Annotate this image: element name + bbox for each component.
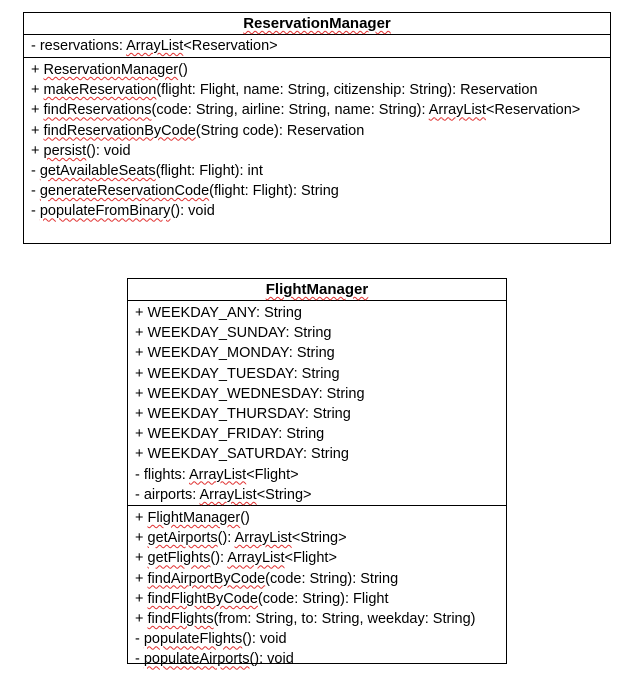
attribute-word: ArrayList [199,486,257,503]
method-suffix: (): void [249,651,294,668]
method-suffix: (from: String, to: String, weekday: String) [213,611,476,628]
method-line [31,161,610,181]
method-suffix2: <Reservation> [485,102,581,119]
method-line [31,141,610,161]
method-word: populateFlights [143,631,243,648]
attribute-line [135,485,506,505]
attribute-line [135,404,506,424]
method-word: generateReservationCode [39,183,210,200]
attribute-line [135,424,506,444]
method-line [135,649,506,669]
attribute-line [135,384,506,404]
method-line [31,80,610,100]
attributes-section [128,300,506,505]
attribute-suffix: <Flight> [246,466,299,483]
method-suffix2: <Flight> [284,550,337,567]
method-word: ReservationManager [43,62,179,78]
method-prefix: - [31,203,40,220]
method-prefix: - [31,183,40,200]
method-prefix: - [135,631,144,648]
attribute-line [135,444,506,464]
attribute-prefix: + WEEKDAY_ANY: String [135,305,302,321]
method-line [135,548,506,568]
method-word: populateAirports [143,651,250,668]
attribute-line [135,303,506,323]
attributes-section [24,34,610,57]
method-suffix: (): void [86,142,131,159]
attribute-prefix: + WEEKDAY_MONDAY: String [135,345,335,362]
methods-section [24,57,610,222]
method-suffix: (flight: Flight): String [209,183,339,200]
method-word: FlightManager [147,510,241,527]
attribute-prefix: + WEEKDAY_THURSDAY: String [135,406,351,423]
method-line [135,528,506,548]
method-suffix: (): [210,550,228,567]
method-prefix: + [31,122,44,139]
methods-section [128,505,506,670]
attribute-prefix: - flights: [135,466,189,483]
method-line [31,181,610,201]
method-suffix: (code: String): String [265,570,399,587]
attribute-word: ArrayList [189,466,247,483]
method-line [31,121,610,141]
attribute-prefix: + WEEKDAY_TUESDAY: String [135,365,340,382]
method-suffix: () [178,62,188,78]
method-prefix: + [31,142,44,159]
attribute-suffix: <String> [256,486,312,503]
method-prefix: + [31,62,44,78]
class-title [128,279,506,300]
attribute-line [135,323,506,343]
method-suffix: (): void [170,203,215,220]
class-name: ReservationManager [243,15,391,32]
method-word: findFlightByCode [147,590,258,607]
method-word: populateFromBinary [39,203,171,220]
method-line [135,609,506,629]
method-word2: ArrayList [234,530,292,547]
method-suffix2: <String> [291,530,347,547]
method-line [135,629,506,649]
class-name: FlightManager [265,281,369,298]
method-line [135,589,506,609]
method-line [135,569,506,589]
method-word: persist [43,142,87,159]
method-suffix: (flight: Flight, name: String, citizenship: String): Reservation [156,82,538,99]
method-word2: ArrayList [428,102,486,119]
method-word: findReservations [43,102,152,119]
method-suffix: (flight: Flight): int [155,163,263,180]
method-word: getAirports [147,530,218,547]
attribute-line [31,36,610,56]
attribute-line [135,465,506,485]
method-word: getAvailableSeats [39,163,156,180]
attribute-prefix: + WEEKDAY_SUNDAY: String [135,325,332,342]
method-suffix: () [240,510,250,527]
method-prefix: + [135,611,148,628]
attribute-prefix: - reservations: [31,38,127,54]
attribute-prefix: + WEEKDAY_FRIDAY: String [135,426,325,443]
method-line [31,201,610,221]
attribute-word: ArrayList [126,38,184,54]
method-suffix: (): void [242,631,287,648]
method-word2: ArrayList [227,550,285,567]
class-title [24,13,610,34]
method-prefix: - [31,163,40,180]
attribute-line [135,343,506,363]
method-word: makeReservation [43,82,157,99]
method-line [31,100,610,120]
attribute-prefix: + WEEKDAY_SATURDAY: String [135,446,349,463]
method-suffix: (String code): Reservation [195,122,365,139]
method-line [135,508,506,528]
method-prefix: + [135,510,148,527]
attribute-prefix: - airports: [135,486,200,503]
flight-manager-class [127,278,507,668]
method-prefix: + [31,82,44,99]
method-prefix: - [135,651,144,668]
method-prefix: + [135,530,148,547]
attribute-suffix: <Reservation> [183,38,278,54]
method-word: findReservationByCode [43,122,196,139]
attribute-prefix: + WEEKDAY_WEDNESDAY: String [135,385,365,402]
method-word: findFlights [147,611,214,628]
method-prefix: + [31,102,44,119]
method-line [31,60,610,80]
method-word: findAirportByCode [147,570,266,587]
method-prefix: + [135,550,148,567]
method-suffix: (): [217,530,235,547]
reservation-manager-class [23,12,611,244]
method-suffix: (code: String): Flight [257,590,389,607]
attribute-line [135,364,506,384]
method-prefix: + [135,570,148,587]
method-prefix: + [135,590,148,607]
method-word: getFlights [147,550,211,567]
method-suffix: (code: String, airline: String, name: String): [151,102,429,119]
